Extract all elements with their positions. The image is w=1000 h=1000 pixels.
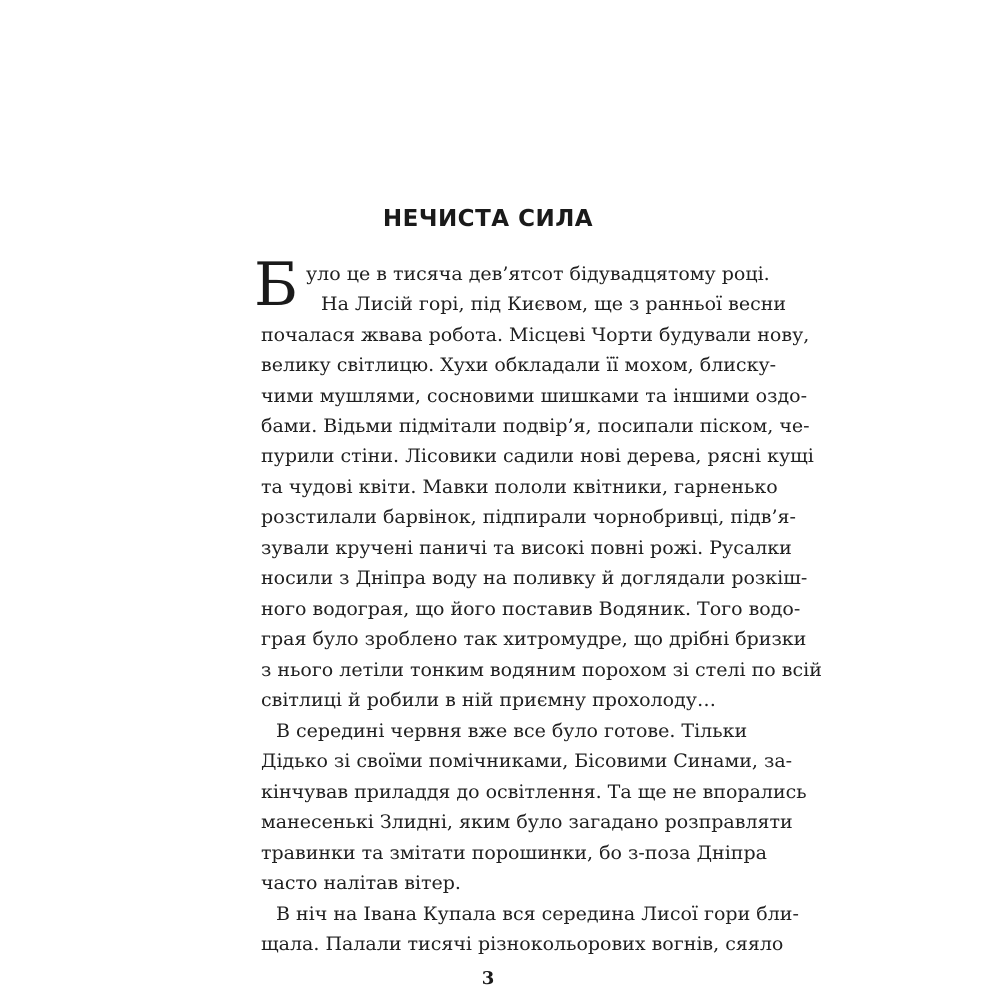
text-line: почалася жвава робота. Місцеві Чорти будували нову, bbox=[261, 324, 810, 346]
text-line: часто налітав вітер. bbox=[261, 872, 461, 894]
text-line: носили з Дніпра воду на поливку й доглядали розкіш- bbox=[261, 567, 808, 589]
text-line: травинки та змітати порошинки, бо з-поза Дніпра bbox=[261, 842, 767, 864]
text-line: бами. Відьми підмітали подвір’я, посипали піском, че- bbox=[261, 415, 810, 437]
text-line: ного водограя, що його поставив Водяник. Того водо- bbox=[261, 598, 801, 620]
text-line: зували кручені паничі та високі повні рожі. Русалки bbox=[261, 537, 792, 559]
text-line: пурили стіни. Лісовики садили нові дерева, рясні кущі bbox=[261, 445, 814, 467]
text-line: розстилали барвінок, підпирали чорнобривці, підв’я- bbox=[261, 506, 796, 528]
text-line: чими мушлями, сосновими шишками та іншими оздо- bbox=[261, 385, 808, 407]
text-line: та чудові квіти. Мавки пололи квітники, гарненько bbox=[261, 476, 778, 498]
text-line: з нього летіли тонким водяним порохом зі стелі по всій bbox=[261, 659, 822, 681]
chapter-title: НЕЧИСТА СИЛА bbox=[382, 206, 594, 232]
text-line: кінчував приладдя до освітлення. Та ще не впорались bbox=[261, 781, 807, 803]
text-line: щала. Палали тисячі різнокольорових вогнів, сяяло bbox=[261, 933, 784, 955]
text-line: На Лисій горі, під Києвом, ще з ранньої весни bbox=[321, 293, 787, 315]
text-line: манесенькі Злидні, яким було загадано розправляти bbox=[261, 811, 793, 833]
text-line: уло це в тисяча дев’ятсот бідувадцятому році. bbox=[306, 263, 770, 285]
text-line: Дідько зі своїми помічниками, Бісовими Синами, за- bbox=[261, 750, 793, 772]
drop-cap-letter: Б bbox=[254, 250, 299, 320]
text-line: велику світлицю. Хухи обкладали її мохом, блиску- bbox=[261, 354, 777, 376]
page-number: 3 bbox=[481, 968, 495, 989]
text-line: грая було зроблено так хитромудре, що дрібні бризки bbox=[261, 628, 807, 650]
text-line: світлиці й робили в ній приємну прохолоду… bbox=[261, 689, 716, 711]
text-line: В ніч на Івана Купала вся середина Лисої гори бли- bbox=[276, 903, 799, 925]
text-line: В середині червня вже все було готове. Тільки bbox=[276, 720, 748, 742]
